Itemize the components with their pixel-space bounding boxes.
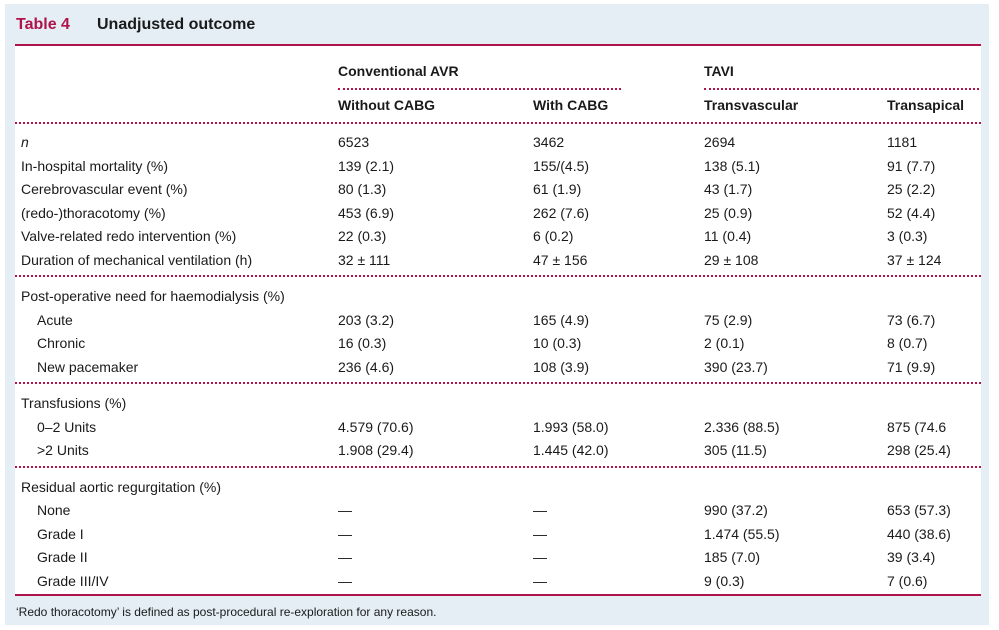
table-cell: 80 (1.3) <box>338 181 387 197</box>
row-label: Duration of mechanical ventilation (h) <box>21 251 253 268</box>
table-cell: 3 (0.3) <box>887 228 928 244</box>
row-label: Chronic <box>37 335 86 351</box>
table-cell: 2694 <box>704 134 736 150</box>
table-cell: 37 ± 124 <box>887 251 942 268</box>
table-frame <box>5 4 989 625</box>
row-label: New pacemaker <box>37 358 139 375</box>
table-cell: 155/(4.5) <box>533 157 590 174</box>
table-body <box>15 44 981 596</box>
table-cell: 8 (0.7) <box>887 335 928 351</box>
table-cell: 1181 <box>887 134 918 150</box>
table-cell: — <box>533 572 547 589</box>
table-cell: 262 (7.6) <box>533 204 590 221</box>
table-cell: 71 (9.9) <box>887 358 936 375</box>
table-cell: 453 (6.9) <box>338 204 395 221</box>
table-cell: 22 (0.3) <box>338 228 387 244</box>
column-header: Without CABG <box>338 97 436 113</box>
row-label: Valve-related redo intervention (%) <box>21 228 237 244</box>
table-cell: 16 (0.3) <box>338 335 387 351</box>
table-cell: 1.474 (55.5) <box>704 525 780 542</box>
table-cell: 108 (3.9) <box>533 358 590 375</box>
group-divider <box>704 88 979 90</box>
table-cell: 11 (0.4) <box>704 228 752 244</box>
table-cell: 185 (7.0) <box>704 549 761 565</box>
group-header: TAVI <box>704 63 734 79</box>
column-header: With CABG <box>533 97 609 113</box>
column-header: Transvascular <box>704 97 799 113</box>
row-label: (redo-)thoracotomy (%) <box>21 204 166 221</box>
table-cell: 875 (74.6 <box>887 418 947 435</box>
table-cell: — <box>338 525 352 542</box>
table-cell: 47 ± 156 <box>533 251 588 268</box>
row-label: Grade I <box>37 525 84 542</box>
table-cell: 25 (0.9) <box>704 204 753 221</box>
table-cell: — <box>338 572 352 589</box>
table-cell: 43 (1.7) <box>704 181 753 197</box>
table-cell: 653 (57.3) <box>887 502 951 518</box>
table-cell: 1.445 (42.0) <box>533 442 609 458</box>
section-heading: Residual aortic regurgitation (%) <box>21 478 221 495</box>
column-header: Transapical <box>887 97 965 113</box>
table-cell: 305 (11.5) <box>704 442 767 458</box>
section-divider <box>15 382 981 384</box>
section-divider <box>15 466 981 468</box>
table-cell: 203 (3.2) <box>338 311 395 328</box>
table-cell: 139 (2.1) <box>338 157 395 174</box>
table-cell: 73 (6.7) <box>887 311 936 328</box>
row-label: None <box>37 502 71 518</box>
row-label: Acute <box>37 311 73 328</box>
table-cell: 32 ± 111 <box>338 251 391 268</box>
table-cell: 2 (0.1) <box>704 335 745 351</box>
table-cell: 25 (2.2) <box>887 181 936 197</box>
table-footnote: ‘Redo thoracotomy’ is defined as post-procedural re-exploration for any reason. <box>16 605 437 619</box>
table-cell: 10 (0.3) <box>533 335 582 351</box>
table-title-bar <box>5 4 989 44</box>
section-heading: Post-operative need for haemodialysis (%) <box>21 288 285 304</box>
section-heading: Transfusions (%) <box>21 395 127 411</box>
table-cell: 61 (1.9) <box>533 181 582 197</box>
table-cell: 1.993 (58.0) <box>533 418 609 435</box>
table-cell: 6523 <box>338 134 370 150</box>
row-label: In-hospital mortality (%) <box>21 157 169 174</box>
table-cell: 9 (0.3) <box>704 572 745 589</box>
table-cell: 29 ± 108 <box>704 251 759 268</box>
row-label: n <box>21 134 29 150</box>
table-title: Unadjusted outcome <box>97 16 256 33</box>
table-cell: — <box>533 525 547 542</box>
table-cell: 236 (4.6) <box>338 358 395 375</box>
row-label: >2 Units <box>37 442 89 458</box>
table-cell: — <box>533 549 547 565</box>
table-cell: 990 (37.2) <box>704 502 768 518</box>
table-cell: 91 (7.7) <box>887 157 936 174</box>
table-cell: 3462 <box>533 134 565 150</box>
table-cell: 1.908 (29.4) <box>338 442 414 458</box>
group-header: Conventional AVR <box>338 63 459 79</box>
row-label: Grade III/IV <box>37 572 109 589</box>
group-divider <box>338 88 621 90</box>
table-cell: 390 (23.7) <box>704 358 768 375</box>
header-divider <box>15 122 981 124</box>
table-cell: 298 (25.4) <box>887 442 951 458</box>
row-label: Grade II <box>37 549 88 565</box>
table-cell: 75 (2.9) <box>704 311 753 328</box>
table-cell: 138 (5.1) <box>704 157 761 174</box>
table-cell: — <box>338 502 352 518</box>
table-cell: 2.336 (88.5) <box>704 418 780 435</box>
table-cell: 39 (3.4) <box>887 549 936 565</box>
table-cell: 165 (4.9) <box>533 311 590 328</box>
table-cell: — <box>338 549 352 565</box>
table-cell: 6 (0.2) <box>533 228 574 244</box>
table-cell: 4.579 (70.6) <box>338 418 414 435</box>
section-divider <box>15 275 981 277</box>
table-cell: — <box>533 502 547 518</box>
row-label: 0–2 Units <box>37 418 97 435</box>
table-cell: 7 (0.6) <box>887 572 928 589</box>
row-label: Cerebrovascular event (%) <box>21 181 188 197</box>
table-label: Table 4 <box>16 16 70 33</box>
table-cell: 52 (4.4) <box>887 204 936 221</box>
table-cell: 440 (38.6) <box>887 525 951 542</box>
